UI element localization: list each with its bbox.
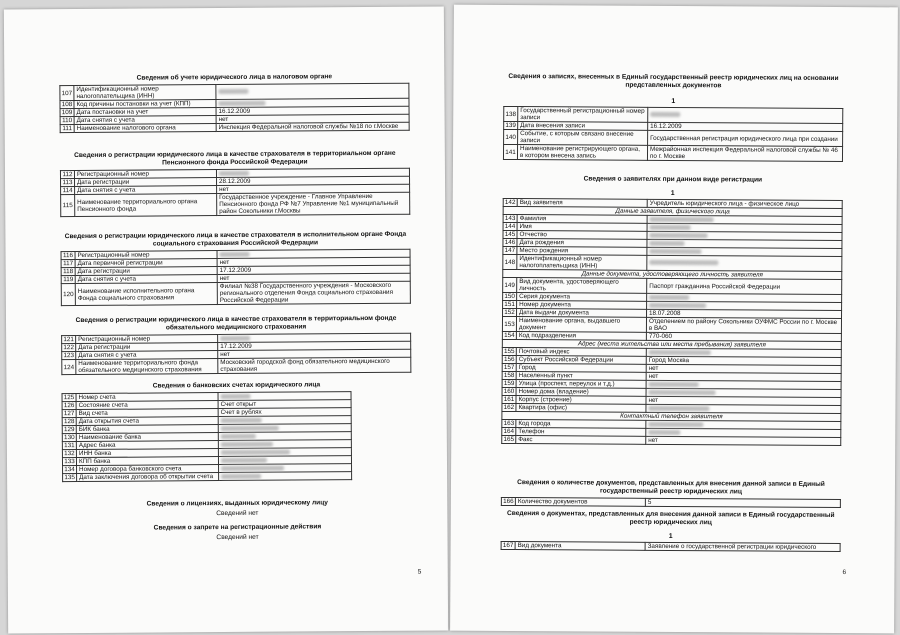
redaction-blur	[221, 418, 262, 423]
field-value: нет	[646, 372, 841, 381]
row-number: 123	[63, 352, 75, 360]
row-number: 130	[64, 434, 75, 442]
field-value: Отделением по району Сокольники ОУФМС России по г. Москве в ВАО	[646, 317, 841, 333]
section-social	[60, 231, 411, 306]
field-label: Улица (проспект, переулок и т.д.)	[516, 380, 646, 389]
row-number: 128	[63, 418, 75, 426]
field-label: Дата снятия с учета	[75, 186, 217, 195]
row-number: 110	[62, 117, 73, 125]
redacted-value	[648, 107, 843, 123]
table-row	[503, 254, 842, 271]
field-value: 28.12.2009	[217, 176, 410, 185]
redaction-blur	[221, 434, 256, 439]
field-label: Наименование исполнительного органа Фонда социального страхования	[75, 283, 217, 306]
row-number: 142	[504, 198, 516, 207]
field-value: нет	[217, 273, 410, 282]
section-title: Сведения о регистрации юридического лица в качестве страхователя в территориальном органе Пенсионного фонда Российской Федерации	[74, 149, 396, 167]
field-label: Дата рождения	[517, 239, 647, 248]
section-records	[503, 73, 844, 162]
page-left	[4, 6, 448, 633]
redaction-blur	[648, 422, 703, 427]
redaction-blur	[221, 474, 261, 479]
field-value: Паспорт гражданина Российской Федерации	[647, 278, 842, 294]
field-label: Город	[516, 364, 646, 373]
table-row	[503, 144, 842, 161]
field-value: 16.12.2009	[648, 122, 843, 131]
row-number: 121	[63, 336, 74, 344]
table-doc-count	[501, 497, 841, 508]
field-value: нет	[646, 396, 841, 405]
redaction-blur	[649, 382, 699, 387]
redacted-value	[219, 472, 352, 481]
redaction-blur	[649, 303, 706, 308]
row-number: 117	[63, 260, 74, 268]
redaction-blur	[650, 112, 680, 117]
field-label: Факс	[516, 436, 646, 445]
field-value: нет	[217, 184, 410, 193]
field-label: Регистрационный номер	[76, 335, 218, 344]
table-row	[501, 497, 840, 507]
field-label: Вид документа	[515, 542, 645, 551]
field-label: Дата снятия с учета	[75, 275, 217, 284]
row-number: 159	[503, 379, 515, 388]
row-number: 109	[61, 109, 73, 117]
redaction-blur	[218, 89, 248, 94]
field-label: Место рождения	[517, 247, 647, 256]
section-doc-count	[501, 479, 841, 508]
field-value: нет	[646, 364, 841, 373]
field-label: Дата регистрации	[76, 343, 218, 352]
table-pension	[60, 168, 410, 217]
field-label: Адрес банка	[76, 441, 218, 450]
row-number: 166	[503, 497, 514, 506]
section-title: Сведения о запрете на регистрационные действия	[153, 523, 322, 532]
redaction-blur	[221, 458, 267, 463]
row-number: 122	[63, 344, 74, 352]
row-number: 165	[503, 435, 515, 444]
row-number: 154	[504, 331, 515, 340]
section-tax	[59, 73, 409, 133]
row-number: 138	[504, 106, 518, 121]
section-documents	[501, 510, 841, 552]
field-label: Фамилия	[517, 215, 647, 224]
redaction-blur	[221, 394, 251, 399]
row-number: 107	[60, 86, 74, 101]
field-value: нет	[646, 436, 841, 445]
section-ban	[62, 523, 412, 543]
applicant-number: 1	[670, 189, 675, 198]
field-value: Государственная регистрация юридического лица при создании	[648, 130, 843, 146]
page-number: 5	[417, 568, 422, 576]
row-number: 108	[61, 101, 73, 109]
section-licenses	[62, 499, 412, 519]
subsection-header: Адрес (места жительства или места пребывания) заявителя	[502, 339, 841, 349]
row-number: 161	[503, 395, 515, 404]
redaction-blur	[220, 336, 250, 341]
field-label: Населенный пункт	[516, 372, 646, 381]
row-number: 160	[503, 387, 515, 396]
row-number: 134	[64, 466, 75, 474]
field-value: 17.12.2009	[218, 341, 411, 350]
row-number: 151	[504, 300, 515, 309]
row-number: 140	[504, 129, 518, 144]
table-row	[61, 192, 410, 216]
row-number: 164	[503, 427, 515, 436]
field-label: Государственный регистрационный номер записи	[518, 107, 648, 123]
field-value: Филиал №38 Государственного учреждения - Московского регионального отделения Фонда социального страхования Российской Федерации	[217, 281, 410, 304]
row-number: 139	[505, 121, 516, 130]
table-medical	[61, 333, 411, 375]
row-number: 126	[63, 402, 75, 410]
row-number: 118	[63, 268, 74, 276]
redaction-blur	[649, 350, 711, 355]
redaction-blur	[650, 217, 714, 222]
section-title: Сведения о документах, представленных для внесения данной записи в Единый государственный реестр юридических лиц	[506, 509, 835, 527]
field-label: Дата регистрации	[75, 267, 217, 276]
redaction-blur	[221, 465, 284, 470]
field-label: Субъект Российской Федерации	[516, 356, 646, 365]
field-label: Код города	[516, 420, 646, 429]
field-label: Наименование регистрирующего органа, в котором внесена запись	[517, 145, 647, 161]
section-title: Сведения о заявителях при данном виде регистрации	[583, 175, 763, 184]
row-number: 112	[62, 171, 73, 179]
section-title: Сведения о банковских счетах юридического лица	[152, 381, 321, 390]
field-label: Код подразделения	[516, 332, 646, 341]
row-number: 133	[64, 458, 75, 466]
field-label: Номер договора банковского счета	[77, 465, 219, 474]
table-row	[60, 122, 409, 132]
redaction-blur	[649, 233, 707, 238]
section-pension	[60, 150, 410, 217]
table-records	[503, 106, 843, 162]
redaction-blur	[221, 425, 279, 430]
field-label: Номер документа	[517, 301, 647, 310]
row-number: 149	[503, 277, 517, 292]
row-number: 127	[63, 410, 75, 418]
field-label: КПП банка	[76, 457, 218, 466]
table-row	[502, 435, 841, 445]
redaction-blur	[648, 406, 709, 411]
redacted-value	[216, 83, 409, 99]
field-value: Инспекция Федеральной налоговой службы №18 по г.Москве	[216, 122, 409, 131]
redaction-blur	[218, 101, 265, 106]
redaction-blur	[220, 252, 250, 257]
field-label: Отчество	[517, 231, 647, 240]
page-right	[450, 5, 898, 634]
section-title: Сведения о регистрации юридического лица в качестве страхователя в исполнительном органе Фонда социального страхования Российской Федерации	[64, 230, 407, 248]
section-bank	[61, 381, 412, 482]
row-number: 141	[503, 144, 517, 159]
row-number: 116	[62, 252, 74, 260]
section-title: Сведения о лицензиях, выданных юридическому лицу	[146, 499, 328, 508]
row-number: 132	[64, 450, 75, 458]
field-label: Идентификационный номер налогоплательщика (ИНН)	[74, 85, 216, 101]
row-number: 144	[504, 222, 516, 231]
field-label: Регистрационный номер	[74, 170, 216, 179]
field-label: Квартира (офис)	[516, 404, 646, 413]
row-number: 167	[502, 541, 514, 550]
field-label: Имя	[517, 223, 647, 232]
row-number: 145	[504, 230, 516, 239]
field-value: нет	[216, 114, 409, 123]
field-label: Наименование органа, выдавшего документ	[516, 317, 646, 333]
field-label: БИК банка	[76, 425, 218, 434]
row-number: 157	[503, 363, 515, 372]
row-number: 131	[64, 442, 75, 450]
row-number: 150	[504, 292, 515, 301]
field-value: Счет в рублях	[218, 408, 351, 417]
field-label: Наименование налогового органа	[74, 124, 216, 133]
subsection-header: Данные заявителя, физического лица	[503, 206, 842, 216]
table-row	[62, 357, 411, 374]
redaction-blur	[650, 225, 691, 230]
field-label: Вид счета	[76, 409, 218, 418]
field-label: Количество документов	[515, 498, 645, 507]
field-value: 17.12.2009	[217, 265, 410, 274]
section-applicants	[501, 175, 843, 446]
field-label: Дата снятия с учета	[76, 351, 218, 360]
field-label: Корпус (строение)	[516, 396, 646, 405]
row-number: 147	[504, 246, 516, 255]
field-label: Наименование территориального органа Пенсионного фонда	[75, 194, 217, 217]
section-title: Сведения о записях, внесенных в Единый государственный реестр юридических лиц на основании представленных документов	[508, 72, 839, 90]
field-label: Вид заявителя	[517, 199, 647, 208]
section-title: Сведения о количестве документов, представленных для внесения данной записи в Единый государственный реестр юридических лиц	[517, 479, 825, 496]
row-number: 148	[503, 254, 517, 269]
row-number: 163	[503, 419, 515, 428]
row-number: 115	[61, 195, 75, 217]
redaction-blur	[649, 295, 689, 300]
section-title: Сведения о регистрации юридического лица в качестве страхователя в территориальном фонде обязательного медицинского страхования	[75, 314, 397, 332]
table-social	[61, 249, 411, 306]
section-medical	[61, 315, 411, 375]
row-number: 125	[63, 394, 75, 402]
field-label: Регистрационный номер	[75, 251, 217, 260]
redaction-blur	[221, 449, 290, 454]
row-number: 114	[62, 187, 73, 195]
record-number: 1	[671, 97, 676, 106]
table-row	[61, 281, 410, 305]
field-value: Учредитель юридического лица - физическое лицо	[647, 199, 842, 208]
row-number: 124	[62, 360, 76, 375]
table-documents	[501, 541, 841, 552]
field-label: Вид документа, удостоверяющего личность	[517, 278, 647, 294]
redaction-blur	[649, 241, 684, 246]
field-value: Государственное учреждение - Главное Управление Пенсионного фонда РФ №7 Управление №1 муниципальный район Сокольники г.Москвы	[217, 192, 410, 215]
field-label: Телефон	[516, 428, 646, 437]
field-label: Наименование территориального фонда обязательного медицинского страхования	[76, 359, 218, 375]
section-text: Сведений нет	[216, 509, 259, 518]
field-label: Дата выдачи документа	[517, 309, 647, 318]
field-label: Наименование банка	[76, 433, 218, 442]
field-label: Состояние счета	[76, 401, 218, 410]
redaction-blur	[221, 442, 273, 447]
field-value: 16.12.2009	[216, 106, 409, 115]
field-value: нет	[218, 349, 411, 358]
field-value: 770-060	[646, 332, 841, 341]
row-number: 162	[503, 403, 515, 412]
section-text: Сведений нет	[216, 533, 259, 542]
field-value: 18.07.2008	[647, 309, 842, 318]
redacted-value	[647, 255, 842, 271]
redaction-blur	[649, 260, 718, 265]
field-value: Город Москва	[646, 356, 841, 365]
table-tax	[59, 83, 409, 133]
field-value: нет	[217, 257, 410, 266]
field-label: Дата постановки на учет	[74, 108, 216, 117]
page-number: 6	[842, 569, 847, 577]
row-number: 153	[502, 316, 516, 331]
row-number: 113	[62, 179, 73, 187]
document-number: 1	[668, 532, 673, 540]
field-label: Номер дома (владение)	[516, 388, 646, 397]
subsection-header: Контактный телефон заявителя	[502, 411, 841, 421]
field-label: Дата первичной регистрации	[75, 259, 217, 268]
table-row	[63, 472, 352, 482]
field-value: Заявление о государственной регистрации юридического	[645, 542, 840, 551]
field-label: Номер счета	[76, 393, 218, 402]
row-number: 129	[63, 426, 75, 434]
field-label: Дата заключения договора об открытии счета	[77, 473, 219, 482]
subsection-header: Данные документа, удостоверяющего личность заявителя	[503, 269, 842, 279]
field-label: Дата внесения записи	[518, 122, 648, 131]
row-number: 152	[504, 308, 515, 317]
field-value: 5	[645, 498, 840, 507]
section-title: Сведения об учете юридического лица в налоговом органе	[136, 73, 333, 82]
field-label: Дата открытия счета	[76, 417, 218, 426]
row-number: 143	[504, 214, 516, 223]
row-number: 135	[64, 474, 75, 482]
field-label: ИНН банка	[76, 449, 218, 458]
field-value: Счет открыт	[218, 400, 351, 409]
row-number: 155	[504, 347, 515, 356]
field-label: Событие, с которым связано внесение записи	[518, 130, 648, 146]
field-value: Межрайонная инспекция Федеральной налоговой службы № 46 по г. Москве	[647, 145, 842, 161]
table-applicants	[501, 198, 842, 446]
redaction-blur	[649, 249, 701, 254]
row-number: 119	[63, 276, 74, 284]
field-value: Московский городской фонд обязательного медицинского страхования	[218, 357, 411, 373]
table-row	[501, 541, 840, 551]
field-label: Серия документа	[517, 293, 647, 302]
field-label: Идентификационный номер налогоплательщика (ИНН)	[517, 255, 647, 271]
row-number: 146	[504, 238, 516, 247]
field-label: Почтовый индекс	[516, 348, 646, 357]
redaction-blur	[648, 430, 680, 435]
redaction-blur	[219, 171, 249, 176]
field-label: Код причины постановки на учет (КПП)	[74, 100, 216, 109]
table-bank	[62, 391, 353, 482]
field-label: Дата снятия с учета	[74, 116, 216, 125]
row-number: 158	[503, 371, 515, 380]
redaction-blur	[649, 390, 716, 395]
field-label: Дата регистрации	[75, 178, 217, 187]
row-number: 156	[503, 355, 515, 364]
row-number: 111	[60, 125, 74, 133]
row-number: 120	[61, 284, 75, 306]
